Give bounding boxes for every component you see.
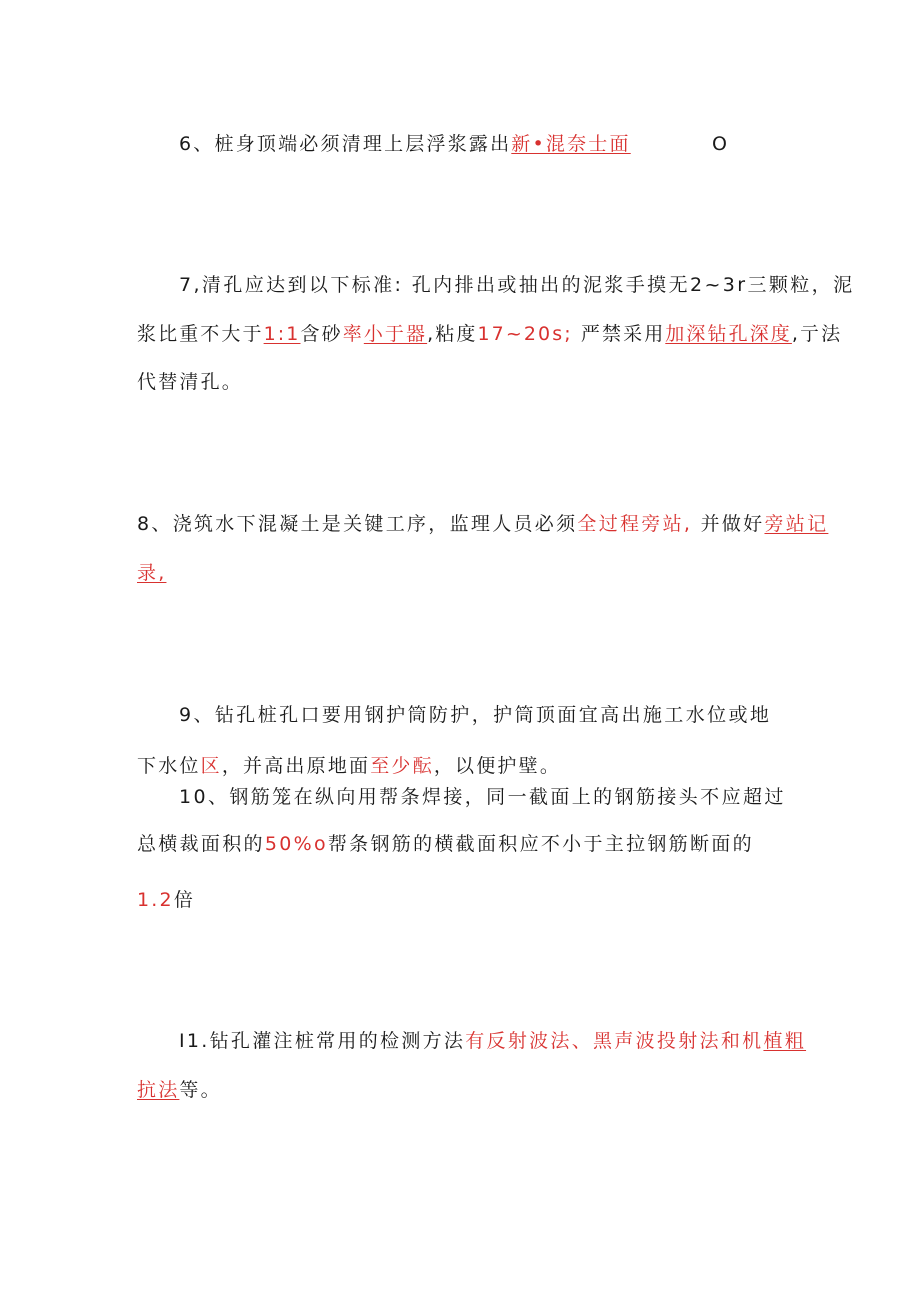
item-7-text-3: 代替清孔。 bbox=[137, 371, 244, 393]
item-7-text-2c: 含砂 bbox=[300, 323, 343, 345]
item-7-line-3 bbox=[137, 370, 243, 394]
item-11-answer-1: 有反射波法、黑声波投射法和机 bbox=[465, 1030, 764, 1052]
item-11-answer-2a: 植粗 bbox=[763, 1030, 807, 1052]
item-7-text-2d: 率 bbox=[342, 323, 364, 345]
item-10-line-2 bbox=[137, 832, 754, 856]
item-9-line-1 bbox=[179, 703, 771, 727]
item-9-text-2a: 下水位 bbox=[137, 755, 201, 777]
item-6-mark bbox=[712, 132, 729, 156]
item-9-line-2 bbox=[137, 754, 561, 778]
item-6-line bbox=[179, 132, 631, 156]
item-8-answer-2b: 录, bbox=[137, 562, 167, 584]
item-7-answer-sand: 小于器 bbox=[363, 323, 428, 345]
item-10-line-1 bbox=[179, 785, 786, 809]
item-10-text-1: 10、钢筋笼在纵向用帮条焊接，同一截面上的钢筋接头不应超过 bbox=[179, 786, 786, 808]
item-6-mark-text: O bbox=[712, 133, 730, 155]
item-7-line-2 bbox=[137, 322, 842, 346]
item-10-line-3 bbox=[137, 888, 195, 912]
item-7-line-1 bbox=[179, 273, 854, 297]
item-7-text-2a: 浆比重不大于 bbox=[137, 323, 264, 345]
item-7-answer-method: 加深钻孔深度 bbox=[665, 323, 792, 345]
item-11-answer-2b: 抗法 bbox=[137, 1079, 180, 1101]
item-11-text-2: 等。 bbox=[179, 1079, 222, 1101]
item-9-text-2e: ，以便护壁。 bbox=[433, 755, 562, 777]
item-11-text-1: I1.钻孔灌注桩常用的检测方法 bbox=[179, 1030, 466, 1052]
item-8-answer-1: 全过程旁站, bbox=[577, 513, 693, 535]
item-9-answer-1: 区 bbox=[200, 755, 222, 777]
item-8-text-1: 8、浇筑水下混凝土是关键工序，监理人员必须 bbox=[137, 513, 578, 535]
item-7-answer-viscosity: 17~20s; bbox=[477, 323, 573, 345]
item-9-answer-2: 至少酝 bbox=[370, 755, 434, 777]
item-8-line-1 bbox=[137, 512, 828, 536]
item-7-text-2j: ,亍法 bbox=[791, 323, 843, 345]
item-9-text-1: 9、钻孔桩孔口要用钢护筒防护，护筒顶面宜高出施工水位或地 bbox=[179, 704, 772, 726]
item-8-text-2: 并做好 bbox=[692, 513, 765, 535]
item-11-line-2 bbox=[137, 1078, 222, 1102]
item-8-answer-2a: 旁站记 bbox=[764, 513, 829, 535]
item-11-line-1 bbox=[179, 1029, 806, 1053]
item-10-answer-2: 1.2 bbox=[137, 889, 174, 911]
item-6-text: 6、桩身顶端必须清理上层浮浆露出 bbox=[179, 133, 512, 155]
item-10-answer-1: 50%o bbox=[264, 833, 328, 855]
item-10-text-2a: 总横裁面积的 bbox=[137, 833, 265, 855]
item-10-text-2c: 帮条钢筋的横截面积应不小于主拉钢筋断面的 bbox=[327, 833, 754, 855]
item-7-text-2h: 严禁采用 bbox=[572, 323, 666, 345]
item-7-text-2f: ,粘度 bbox=[427, 323, 478, 345]
item-7-text-1: 7,清孔应达到以下标准: 孔内排出或抽出的泥浆手摸无2~3r三颗粒，泥 bbox=[179, 274, 855, 296]
item-8-line-2 bbox=[137, 561, 166, 585]
item-6-answer: 新•混奈士面 bbox=[511, 133, 631, 155]
item-7-answer-ratio: 1:1 bbox=[263, 323, 301, 345]
item-9-text-2c: ，并高出原地面 bbox=[221, 755, 371, 777]
item-10-text-3b: 倍 bbox=[173, 889, 196, 911]
